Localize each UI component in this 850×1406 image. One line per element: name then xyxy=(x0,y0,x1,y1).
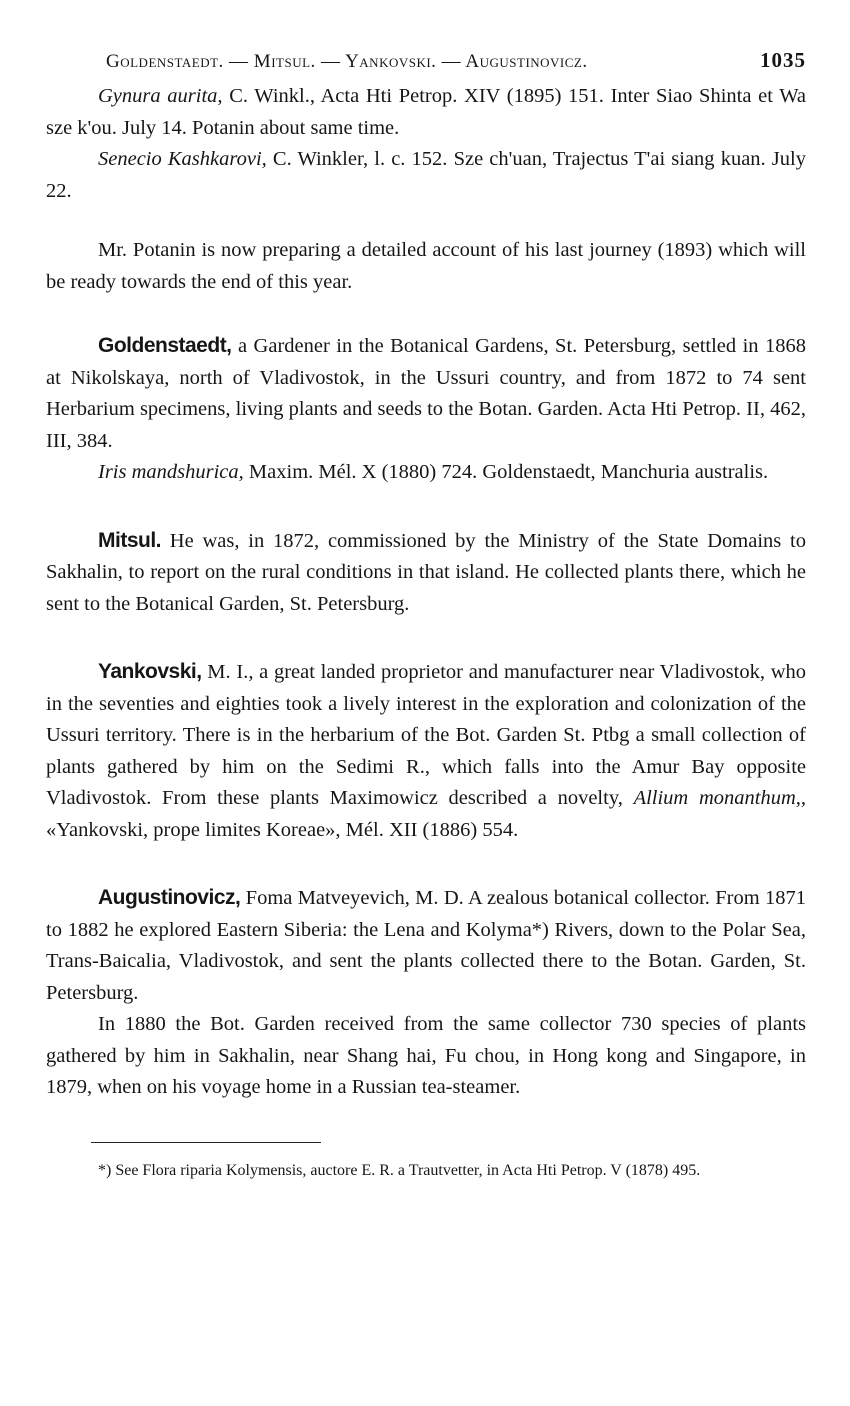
entry-goldenstaedt xyxy=(46,330,806,457)
page-header xyxy=(106,48,806,73)
collector-name: Yankovski, xyxy=(98,660,202,683)
entry-senecio xyxy=(46,144,806,207)
entry-text: Foma Matveyevich, M. D. A zealous botanical collector. From 1871 to 1882 he explored Eastern Siberia: the Lena and Kolyma*) Rivers, down to the Polar Sea, Trans-Baicalia, Vladivostok, and sent the plants collected there to the Botan. Garden, St. Petersburg. xyxy=(46,887,806,1004)
footnote: *) See Flora riparia Kolymensis, auctore E. R. a Trautvetter, in Acta Hti Petrop. V (1878) 495. xyxy=(98,1161,701,1179)
page-number: 1035 xyxy=(760,48,806,72)
species-name: Allium monanthum,, xyxy=(633,787,806,809)
entry-mitsul xyxy=(46,525,806,621)
entry-text: He was, in 1872, commissioned by the Ministry of the State Domains to Sakhalin, to report on the rural conditions in that island. He collected plants there, which he sent to the Botanical Garden, St. Petersburg. xyxy=(46,529,806,615)
species-name: Iris mandshurica, xyxy=(98,461,244,483)
entry-iris xyxy=(46,457,806,489)
entry-text: M. I., a great landed proprietor and manufacturer near Vladivostok, who in the seventies and eighties took a lively interest in the exploration and colonization of the Ussuri territory. There is in the herbarium of the Bot. Garden St. Ptbg a small collection of plants gathered by him on the Sedimi R., which falls into the Amur Bay opposite Vladivostok. From these plants Maximowicz described a novelty, xyxy=(46,661,806,809)
entry-augustinovicz xyxy=(46,882,806,1009)
entry-yankovski xyxy=(46,656,806,846)
entry-text: C. Winkler, l. c. 152. Sze ch'uan, Trajectus T'ai siang kuan. July 22. xyxy=(46,148,806,202)
page xyxy=(46,48,806,1184)
entry-text: a Gardener in the Botanical Gardens, St. Petersburg, settled in 1868 at Nikolskaya, north of Vladivostok, in the Ussuri country, and from 1872 to 74 sent Herbarium specimens, living plants and seeds to the Botan. Garden. Acta Hti Petrop. II, 462, III, 384. xyxy=(46,335,806,452)
entry-augustinovicz-2: In 1880 the Bot. Garden received from the same collector 730 species of plants gathered by him in Sakhalin, near Shang hai, Fu chou, in Hong kong and Singapore, in 1879, when on his voyage home in a Russian tea-steamer. xyxy=(46,1013,806,1098)
entry-gynura xyxy=(46,81,806,144)
footnote-rule xyxy=(91,1142,321,1143)
entry-text: C. Winkl., Acta Hti Petrop. XIV (1895) 151. Inter Siao Shinta et Wa sze k'ou. July 14. Potanin about same time. xyxy=(46,85,807,139)
entry-text: «Yankovski, prope limites Koreae», Mél. XII (1886) 554. xyxy=(46,818,519,841)
collector-name: Goldenstaedt, xyxy=(98,334,232,357)
species-name: Gynura aurita, xyxy=(98,85,223,107)
potanin-note: Mr. Potanin is now preparing a detailed account of his last journey (1893) which will be ready towards the end of this year. xyxy=(46,239,806,293)
collector-name: Augustinovicz, xyxy=(98,886,241,909)
collector-name: Mitsul. xyxy=(98,528,161,552)
running-title: Goldenstaedt. — Mitsul. — Yankovski. — Augustinovicz. xyxy=(106,51,588,72)
species-name: Senecio Kashkarovi, xyxy=(98,148,267,170)
entry-text: Maxim. Mél. X (1880) 724. Goldenstaedt, Manchuria australis. xyxy=(243,461,769,483)
